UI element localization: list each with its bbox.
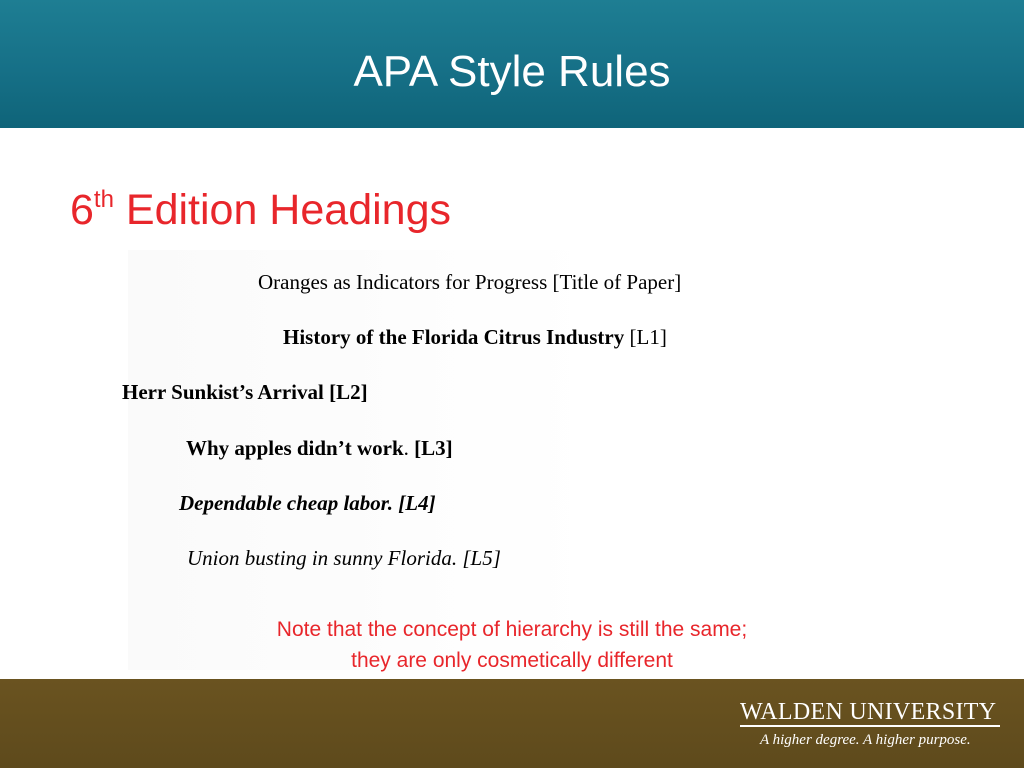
logo-underline <box>740 725 1000 727</box>
slide-title: APA Style Rules <box>353 47 671 96</box>
title-of-paper-example: Oranges as Indicators for Progress [Title of Paper] <box>258 270 682 294</box>
heading-superscript: th <box>93 185 114 213</box>
level1-heading: History of the Florida Citrus Industry <box>283 325 625 349</box>
level1-tag: [L1] <box>624 325 667 349</box>
note-line-2: they are only cosmetically different <box>351 649 673 672</box>
level1-example <box>283 324 667 350</box>
level3-heading: Why apples didn’t work <box>186 436 404 460</box>
level3-example <box>186 435 453 461</box>
level2-example: Herr Sunkist’s Arrival [L2] <box>122 380 368 404</box>
hierarchy-note <box>200 614 824 676</box>
university-tagline: A higher degree. A higher purpose. <box>760 732 971 748</box>
level3-tag: [L3] <box>408 436 453 460</box>
level4-example: Dependable cheap labor. [L4] <box>179 491 436 515</box>
heading-number: 6 <box>70 186 94 234</box>
note-line-1: Note that the concept of hierarchy is still the same; <box>276 618 748 641</box>
level3-period: . <box>403 436 409 460</box>
section-heading <box>70 182 451 238</box>
walden-university-logo: WALDEN UNIVERSITY <box>740 699 997 725</box>
heading-text: Edition Headings <box>113 186 451 234</box>
level5-example: Union busting in sunny Florida. [L5] <box>187 546 501 570</box>
